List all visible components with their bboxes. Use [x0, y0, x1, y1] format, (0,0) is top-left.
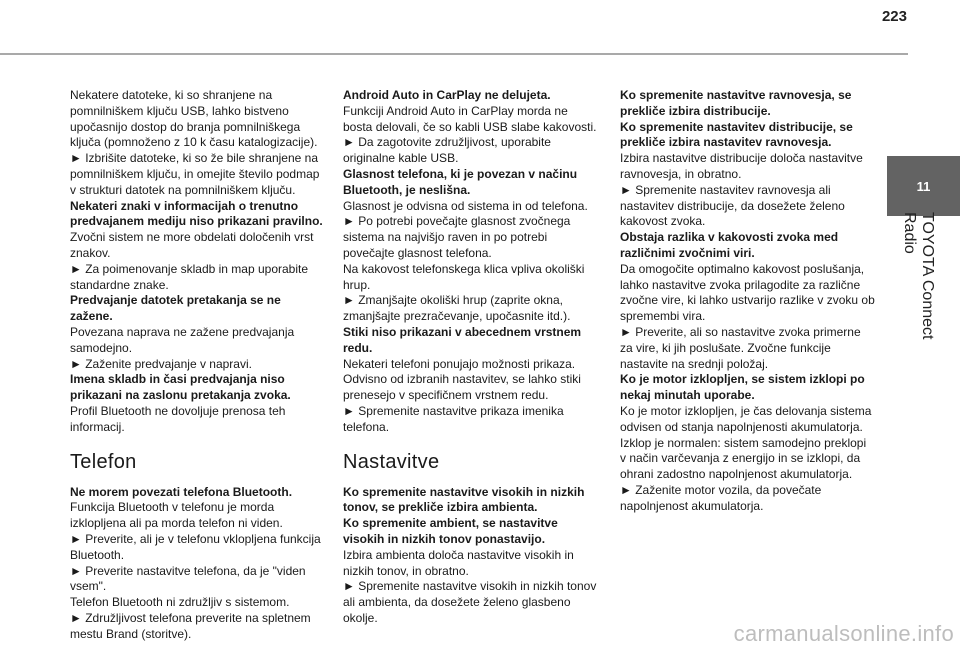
problem-heading: Ne morem povezati telefona Bluetooth. — [70, 484, 293, 499]
paragraph: Funkciji Android Auto in CarPlay morda ne bosta delovali, če so kabli USB slabe kakovosti. — [343, 103, 597, 134]
problem-heading: Obstaja razlika v kakovosti zvoka med različnimi zvočnimi viri. — [620, 230, 839, 260]
paragraph: ► Spremenite nastavitve visokih in nizkih tonov ali ambienta, da dosežete želeno glasbeno okolje. — [343, 579, 597, 625]
paragraph: ► Preverite nastavitve telefona, da je "viden vsem". — [70, 563, 306, 594]
paragraph: ► Za poimenovanje skladb in map uporabite standardne znake. — [70, 261, 309, 292]
paragraph: Na kakovost telefonskega klica vpliva okoliški hrup. — [343, 261, 585, 292]
paragraph: Nekatere datoteke, ki so shranjene na pomnilniškem ključu USB, lahko bistveno upočasnijo dostop do branja pomnilniškega ključa (pomnoženo z 10 k času katalogizacije). — [70, 88, 318, 150]
section-tab — [887, 156, 960, 216]
paragraph: ► Preverite, ali je v telefonu vklopljena funkcija Bluetooth. — [70, 531, 321, 562]
paragraph: ► Zaženite predvajanje v napravi. — [70, 356, 252, 371]
section-title: TOYOTA Connect Radio — [901, 212, 936, 340]
section-heading-nastavitve: Nastavitve — [343, 450, 440, 473]
paragraph: Profil Bluetooth ne dovoljuje prenosa teh informacij. — [70, 403, 286, 434]
page-number: 223 — [881, 8, 907, 25]
watermark: carmanualsonline.info — [733, 621, 954, 646]
column-1 — [70, 88, 325, 643]
problem-heading: Imena skladb in časi predvajanja niso prikazani na zaslonu pretakanja zvoka. — [70, 372, 291, 403]
paragraph: ► Spremenite nastavitve prikaza imenika telefona. — [343, 403, 564, 434]
paragraph: Da omogočite optimalno kakovost poslušanja, lahko nastavitve zvoka prilagodite za različne zvočne vire, ki lahko ustvarijo razlike v zvoku ob spremembi vira. — [620, 261, 875, 324]
paragraph: ► Da zagotovite združljivost, uporabite originalne kable USB. — [343, 135, 551, 166]
paragraph: Zvočni sistem ne more obdelati določenih vrst znakov. — [70, 230, 314, 260]
paragraph: Izbira nastavitve distribucije določa nastavitve ravnovesja, in obratno. — [620, 151, 863, 181]
paragraph: Povezana naprava ne zažene predvajanja samodejno. — [70, 324, 295, 355]
problem-heading: Ko spremenite nastavitev distribucije, se prekliče izbira nastavitev ravnovesja. — [620, 119, 853, 150]
paragraph: ► Združljivost telefona preverite na spletnem mestu Brand (storitve). — [70, 610, 311, 641]
section-number: 11 — [916, 178, 931, 194]
problem-heading: Nekateri znaki v informacijah o trenutno predvajanem mediju niso prikazani pravilno. — [70, 198, 323, 229]
paragraph: Izbira ambienta določa nastavitve visokih in nizkih tonov, in obratno. — [343, 547, 574, 578]
paragraph: ► Preverite, ali so nastavitve zvoka primerne za vire, ki jih poslušate. Zvočne funkcije nastavite na srednji položaj. — [620, 324, 861, 371]
paragraph: ► Izbrišite datoteke, ki so že bile shranjene na pomnilniškem ključu, in omejite število podmap v strukturi datotek na pomnilniškem ključu. — [70, 151, 320, 197]
column-2 — [343, 88, 598, 627]
problem-heading: Ko je motor izklopljen, se sistem izklopi po nekaj minutah uporabe. — [620, 372, 865, 403]
problem-heading: Ko spremenite nastavitve ravnovesja, se prekliče izbira distribucije. — [620, 88, 852, 118]
column-3 — [620, 88, 875, 515]
problem-heading: Predvajanje datotek pretakanja se ne zažene. — [70, 293, 281, 324]
header-rule — [0, 53, 908, 55]
problem-heading: Ko spremenite ambient, se nastavitve visokih in nizkih tonov ponastavijo. — [343, 516, 558, 546]
paragraph: Glasnost je odvisna od sistema in od telefona. — [343, 198, 588, 213]
problem-heading: Stiki niso prikazani v abecednem vrstnem redu. — [343, 324, 582, 355]
problem-heading: Ko spremenite nastavitve visokih in nizkih tonov, se prekliče izbira ambienta. — [343, 484, 585, 515]
paragraph: Funkcija Bluetooth v telefonu je morda izklopljena ali pa morda telefon ni viden. — [70, 500, 283, 531]
paragraph: Ko je motor izklopljen, je čas delovanja sistema odvisen od stanja napolnjenosti akumulatorja. — [620, 403, 872, 434]
problem-heading: Android Auto in CarPlay ne delujeta. — [343, 88, 551, 102]
section-heading-telefon: Telefon — [70, 450, 137, 473]
paragraph: ► Zaženite motor vozila, da povečate napolnjenost akumulatorja. — [620, 482, 822, 513]
paragraph: Telefon Bluetooth ni združljiv s sistemom. — [70, 595, 290, 610]
paragraph: ► Zmanjšajte okoliški hrup (zaprite okna, zmanjšajte prezračevanje, upočasnite itd.). — [343, 293, 571, 324]
paragraph: ► Spremenite nastavitev ravnovesja ali nastavitev distribucije, da dosežete želeno kakovost zvoka. — [620, 182, 845, 229]
paragraph: Izklop je normalen: sistem samodejno preklopi v način varčevanja z energijo in se izklopi, da ohrani zadostno napolnjenost akumulatorja. — [620, 435, 867, 482]
paragraph: Nekateri telefoni ponujajo možnosti prikaza. Odvisno od izbranih nastavitev, se lahko stiki prenesejo v specifičnem vrstnem redu. — [343, 356, 581, 403]
problem-heading: Glasnost telefona, ki je povezan v načinu Bluetooth, je neslišna. — [343, 166, 578, 197]
paragraph: ► Po potrebi povečajte glasnost zvočnega sistema na najvišjo raven in po potrebi povečajte glasnost telefona. — [343, 214, 571, 260]
